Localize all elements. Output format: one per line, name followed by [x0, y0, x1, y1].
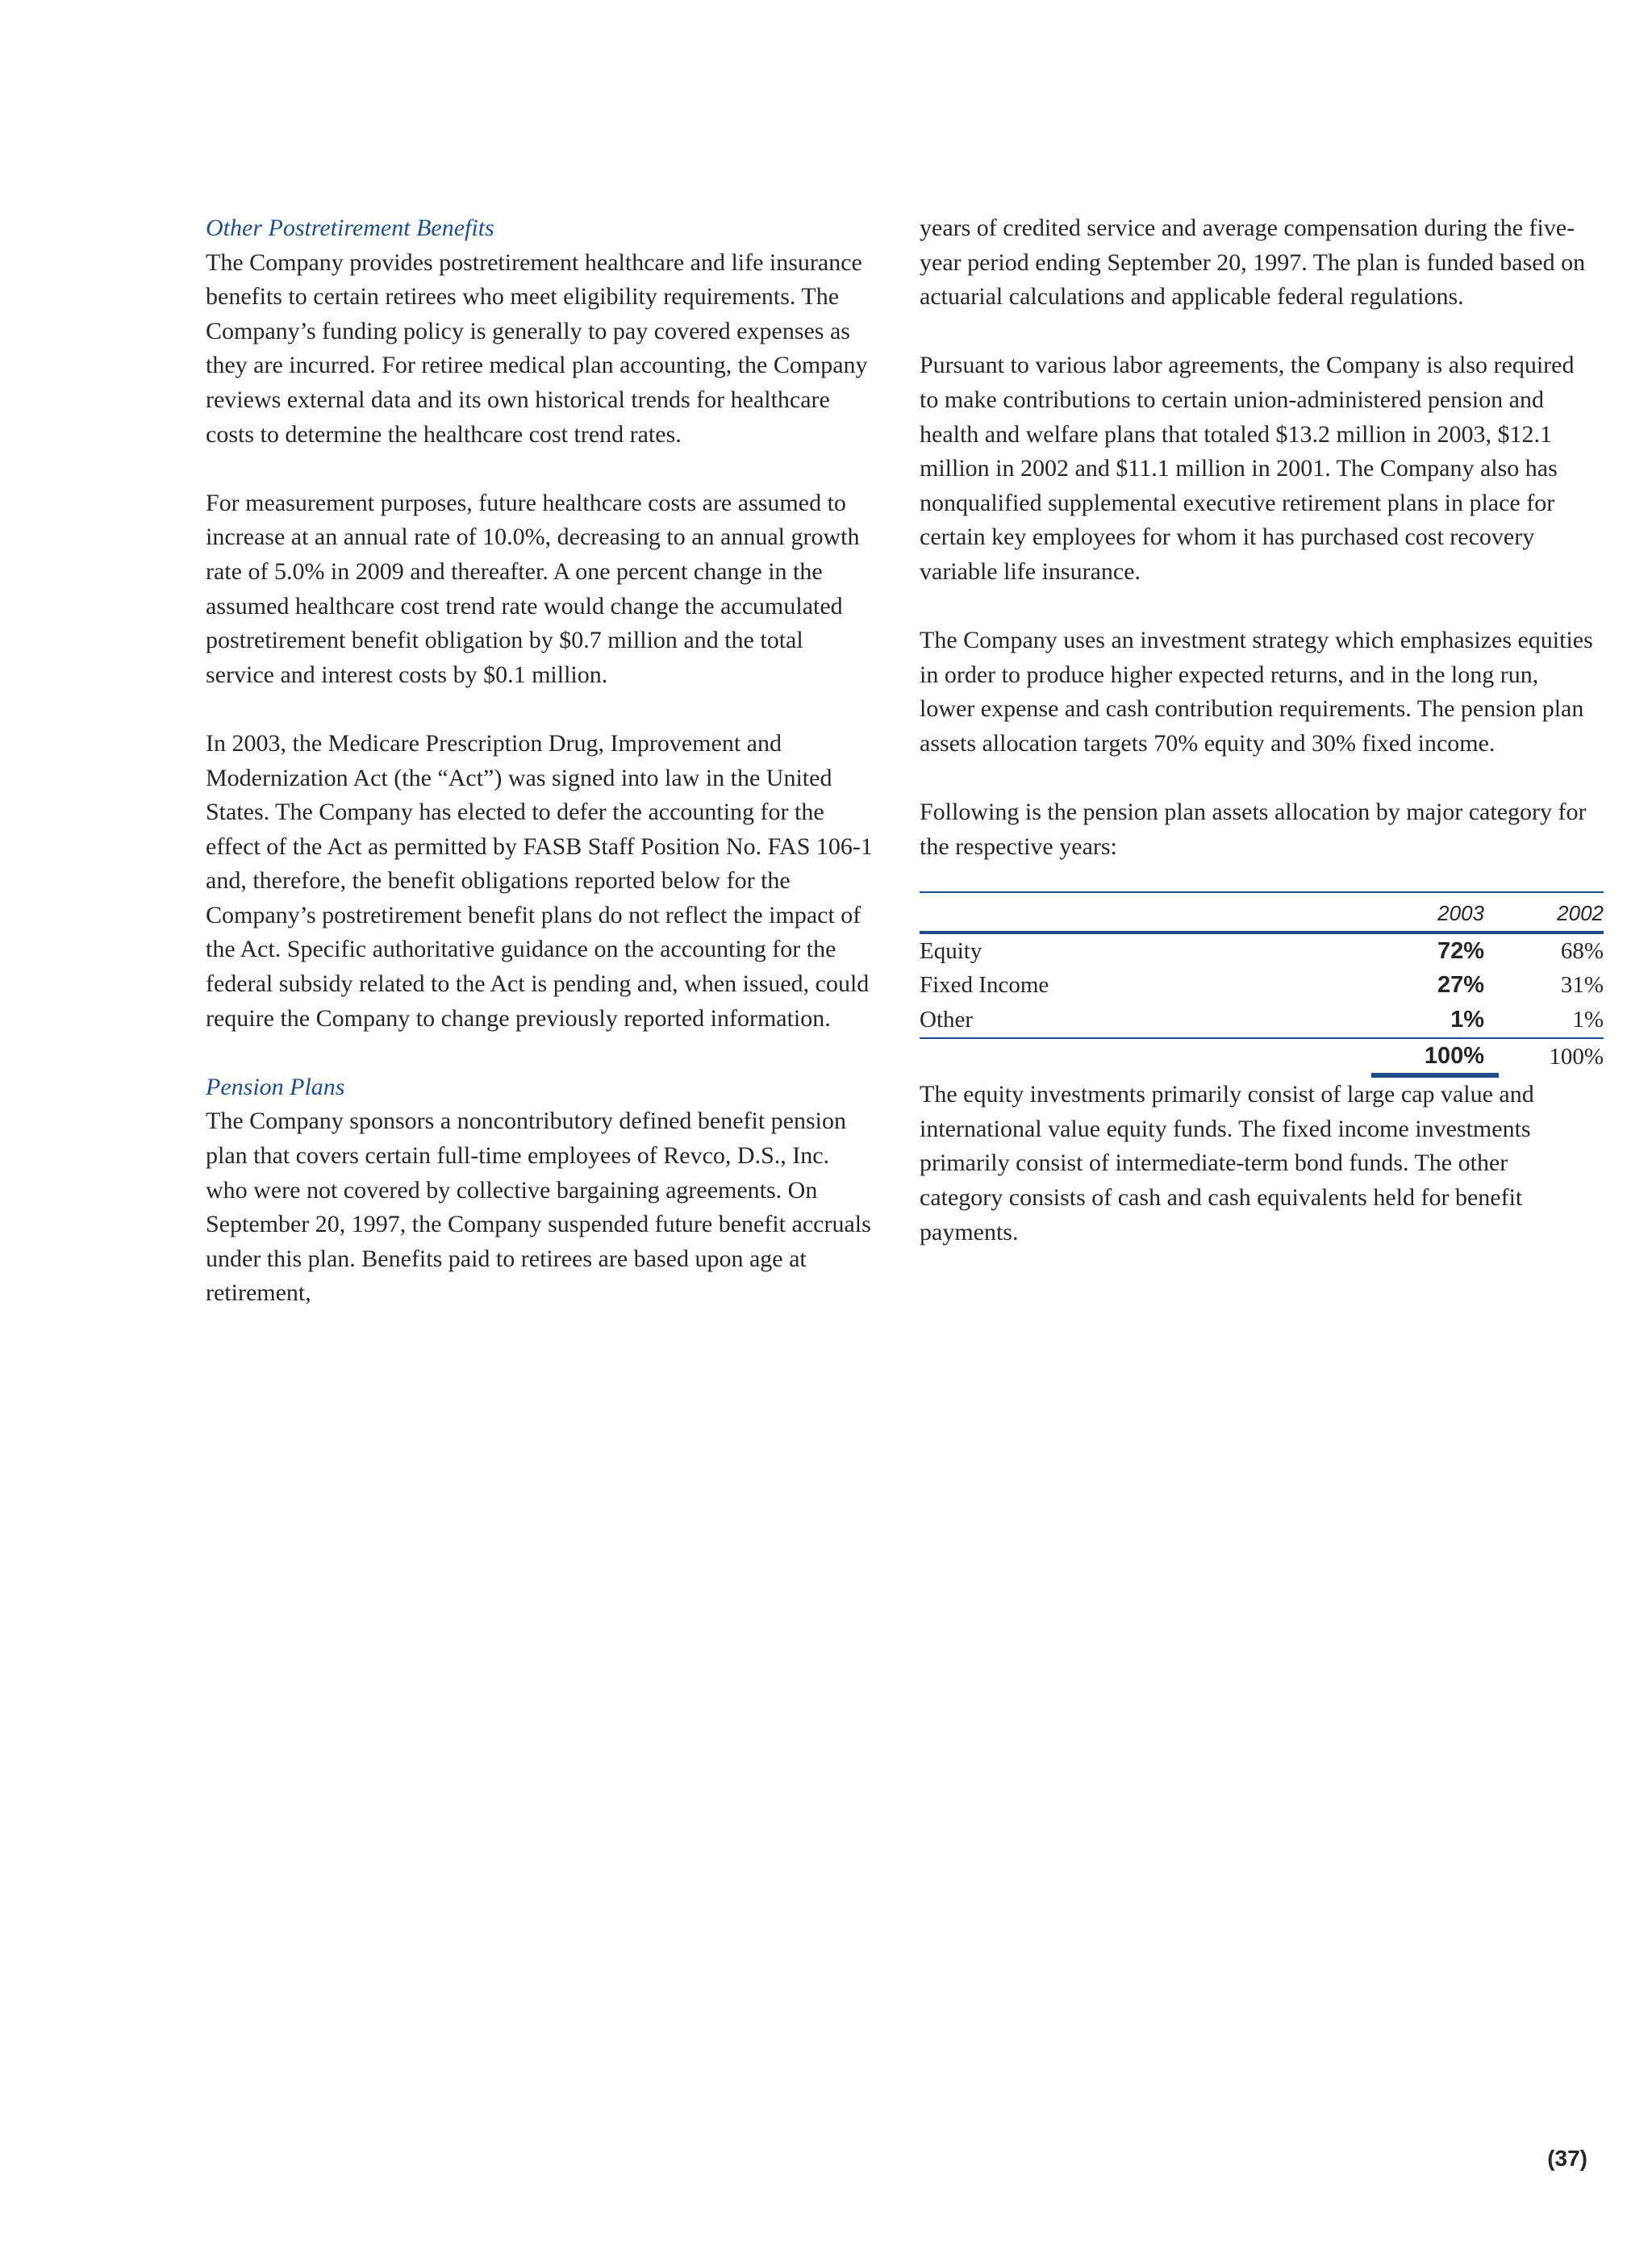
row-category: Equity	[920, 937, 982, 964]
header-category	[920, 892, 1371, 932]
total-category	[920, 1038, 1371, 1076]
right-column	[920, 211, 1604, 1250]
table-row	[920, 932, 1604, 969]
total-value-2003: 100%	[1371, 1038, 1499, 1076]
page-number: (37)	[1547, 2146, 1587, 2171]
other-benefits-paragraph-2: For measurement purposes, future healthcare costs are assumed to increase at an annual rate of 10.0%, decreasing to an annual growth rate of 5.0% in 2009 and thereafter. A one percent change in the assumed healthcare cost trend rate would change the accumulated postretirement benefit obligation by $0.7 million and the total service and interest costs by $0.1 million.	[206, 489, 860, 688]
pension-plans-paragraph-1: The Company sponsors a noncontributory defined benefit pension plan that covers certain full-time employees of Revco, D.S., Inc. who were not covered by collective bargaining agreements. On September 20, 1997, the Company suspended future benefit accruals under this plan. Benefits paid to retirees are based upon age at retirement,	[206, 1108, 871, 1307]
header-2003: 2003	[1371, 892, 1499, 932]
total-value-2002: 100%	[1549, 1044, 1604, 1070]
table-row	[920, 968, 1604, 1003]
table-total-row	[920, 1038, 1604, 1076]
right-paragraph-5: The equity investments primarily consist of large cap value and international value equity funds. The fixed income investments primarily consist of intermediate-term bond funds. The other category consists of cash and cash equivalents held for benefit payments.	[920, 1081, 1534, 1245]
row-value-2003: 72%	[1437, 937, 1484, 964]
row-value-2002: 1%	[1499, 1003, 1604, 1038]
right-paragraph-3: The Company uses an investment strategy which emphasizes equities in order to produce higher expected returns, and in the long run, lower expense and cash contribution requirements. The pension plan assets allocation targets 70% equity and 30% fixed income.	[920, 627, 1593, 757]
table-row	[920, 1003, 1604, 1038]
row-value-2003: 1%	[1371, 1003, 1499, 1038]
right-paragraph-4: Following is the pension plan assets allocation by major category for the respective years:	[920, 799, 1587, 860]
right-paragraph-1: years of credited service and average compensation during the five-year period ending September 20, 1997. The plan is funded based on actuarial calculations and applicable federal regulations.	[920, 215, 1586, 311]
pension-plans-heading: Pension Plans	[206, 1073, 345, 1100]
row-value-2002: 68%	[1560, 937, 1604, 964]
row-value-2002: 31%	[1560, 972, 1604, 999]
header-2002: 2002	[1499, 892, 1604, 932]
left-column	[206, 211, 875, 1311]
other-benefits-paragraph-3: In 2003, the Medicare Prescription Drug, Improvement and Modernization Act (the “Act”) was signed into law in the United States. The Company has elected to defer the accounting for the effect of the Act as permitted by FASB Staff Position No. FAS 106-1 and, therefore, the benefit obligations reported below for the Company’s postretirement benefit plans do not reflect the impact of the Act. Specific authoritative guidance on the accounting for the federal subsidy related to the Act is pending and, when issued, could require the Company to change previously reported information.	[206, 729, 873, 1032]
row-category: Other	[920, 1003, 1371, 1038]
table-header-row	[920, 892, 1604, 932]
row-category: Fixed Income	[920, 972, 1049, 999]
other-benefits-paragraph-1: The Company provides postretirement healthcare and life insurance benefits to certain retirees who meet eligibility requirements. The Company’s funding policy is generally to pay covered expenses as they are incurred. For retiree medical plan accounting, the Company reviews external data and its own historical trends for healthcare costs to determine the healthcare cost trend rates.	[206, 248, 868, 448]
row-value-2003: 27%	[1437, 972, 1484, 999]
right-paragraph-2: Pursuant to various labor agreements, the Company is also required to make contributions to certain union-administered pension and health and welfare plans that totaled $13.2 million in 2003, $12.1 million in 2002 and $11.1 million in 2001. The Company also has nonqualified supplemental executive retirement plans in place for certain key employees for whom it has purchased cost recovery variable life insurance.	[920, 352, 1575, 585]
other-postretirement-benefits-heading: Other Postretirement Benefits	[206, 215, 494, 241]
pension-assets-allocation-table	[920, 891, 1604, 1078]
